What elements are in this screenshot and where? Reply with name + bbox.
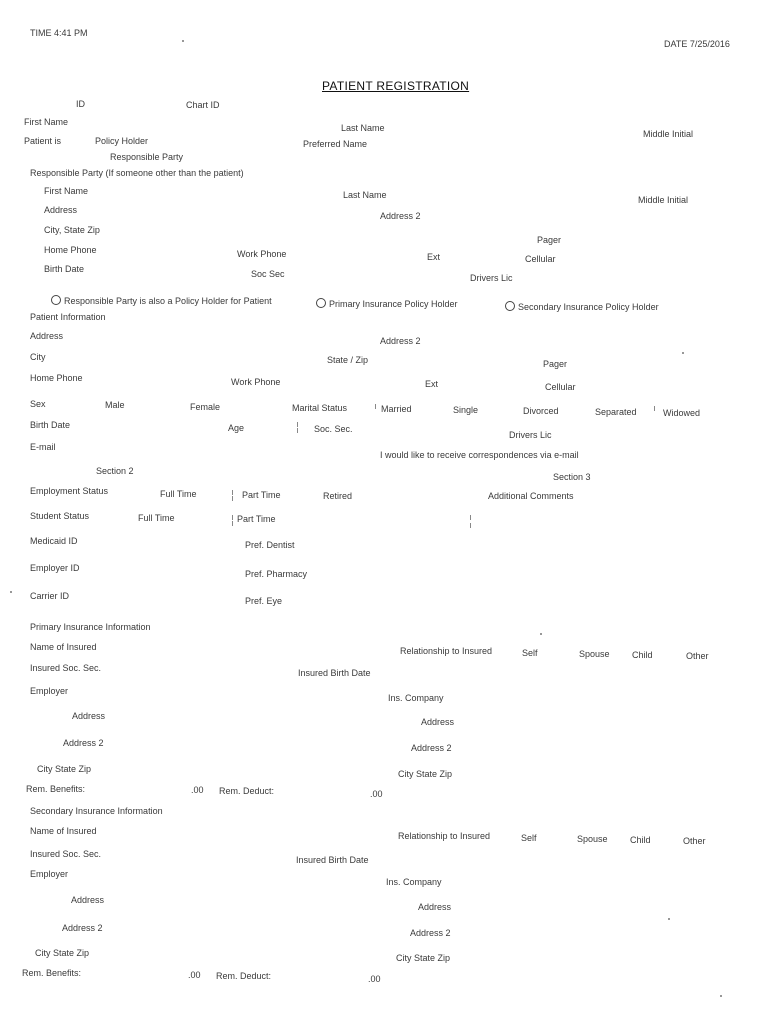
patient-address2-label: Address 2	[380, 336, 421, 346]
radio-icon	[316, 298, 326, 308]
employer-id-label: Employer ID	[30, 563, 80, 573]
checkbox-mark	[232, 521, 233, 526]
pref-pharmacy-label: Pref. Pharmacy	[245, 569, 308, 579]
primary-insured-dob-label: Insured Birth Date	[298, 668, 371, 678]
secondary-insured-ssn-label: Insured Soc. Sec.	[30, 849, 102, 859]
patient-drivers-lic-label: Drivers Lic	[509, 430, 552, 440]
page-title: PATIENT REGISTRATION	[322, 79, 470, 93]
id-label: ID	[76, 99, 85, 109]
resp-address2-label: Address 2	[380, 211, 421, 221]
last-name-label: Last Name	[341, 123, 385, 133]
primary-rem-benefits-value: .00	[191, 785, 204, 795]
secondary-insured-dob-label: Insured Birth Date	[296, 855, 369, 865]
patient-cellular-label: Cellular	[545, 382, 576, 392]
secondary-rem-benefits-value: .00	[188, 970, 201, 980]
primary-name-insured-label: Name of Insured	[30, 642, 97, 652]
patient-email-label: E-mail	[30, 442, 56, 452]
section-2-heading: Section 2	[96, 466, 134, 476]
marital-single-option[interactable]: Single	[453, 405, 479, 415]
secondary-ins-address-label: Address	[418, 902, 452, 912]
checkbox-mark	[470, 515, 471, 520]
primary-employer-address-label: Address	[72, 711, 106, 721]
primary-rel-spouse-option[interactable]: Spouse	[579, 649, 610, 659]
patient-pager-label: Pager	[543, 359, 568, 369]
secondary-name-insured-label: Name of Insured	[30, 826, 97, 836]
medicaid-id-label: Medicaid ID	[30, 536, 78, 546]
responsible-party-option: Responsible Party	[110, 152, 184, 162]
primary-insurance-heading: Primary Insurance Information	[30, 622, 151, 632]
sex-male-option[interactable]: Male	[105, 400, 125, 410]
marital-married-option[interactable]: Married	[381, 404, 412, 414]
email-preference-option[interactable]: I would like to receive correspondences via e-mail	[380, 450, 579, 460]
employment-full-time-option[interactable]: Full Time	[160, 489, 197, 499]
scan-speck	[668, 918, 670, 920]
secondary-employer-address2-label: Address 2	[62, 923, 103, 933]
primary-employer-address2-label: Address 2	[63, 738, 104, 748]
secondary-rem-deduct-label: Rem. Deduct:	[216, 971, 272, 981]
primary-rem-benefits-label: Rem. Benefits:	[26, 784, 86, 794]
resp-home-phone-label: Home Phone	[44, 245, 97, 255]
primary-ins-city-label: City State Zip	[398, 769, 453, 779]
secondary-rem-deduct-value: .00	[368, 974, 381, 984]
employment-retired-option[interactable]: Retired	[323, 491, 353, 501]
patient-work-phone-label: Work Phone	[231, 377, 281, 387]
middle-initial-label: Middle Initial	[643, 129, 694, 139]
scan-speck	[682, 352, 684, 354]
radio-icon	[51, 295, 61, 305]
checkbox-mark	[297, 422, 298, 427]
responsible-party-heading: Responsible Party (If someone other than the patient)	[30, 168, 244, 178]
primary-relationship-label: Relationship to Insured	[400, 646, 493, 656]
primary-rem-deduct-value: .00	[370, 789, 383, 799]
carrier-id-label: Carrier ID	[30, 591, 70, 601]
resp-pager-label: Pager	[537, 235, 562, 245]
primary-ins-address2-label: Address 2	[411, 743, 452, 753]
resp-middle-initial-label: Middle Initial	[638, 195, 689, 205]
patient-info-heading: Patient Information	[30, 312, 106, 322]
student-part-time-option[interactable]: Part Time	[237, 514, 276, 524]
section-3-heading: Section 3	[553, 472, 591, 482]
scan-speck	[10, 591, 12, 593]
radio-icon	[505, 301, 515, 311]
resp-birth-date-label: Birth Date	[44, 264, 85, 274]
primary-employer-label: Employer	[30, 686, 69, 696]
patient-sex-label: Sex	[30, 399, 46, 409]
secondary-employer-address-label: Address	[71, 895, 105, 905]
primary-insured-ssn-label: Insured Soc. Sec.	[30, 663, 102, 673]
primary-rel-other-option[interactable]: Other	[686, 651, 709, 661]
primary-rel-self-option[interactable]: Self	[522, 648, 538, 658]
date-label: DATE 7/25/2016	[664, 39, 730, 49]
secondary-ins-address2-label: Address 2	[410, 928, 451, 938]
primary-ins-address-label: Address	[421, 717, 455, 727]
checkbox-mark	[470, 523, 471, 528]
secondary-rel-child-option[interactable]: Child	[630, 835, 651, 845]
checkbox-mark	[232, 496, 233, 501]
patient-soc-sec-label: Soc. Sec.	[314, 424, 353, 434]
marital-status-label: Marital Status	[292, 403, 348, 413]
employment-status-label: Employment Status	[30, 486, 109, 496]
secondary-ins-city-label: City State Zip	[396, 953, 451, 963]
primary-ins-company-label: Ins. Company	[388, 693, 444, 703]
secondary-holder-option[interactable]: Secondary Insurance Policy Holder	[505, 301, 659, 312]
resp-work-phone-label: Work Phone	[237, 249, 287, 259]
marital-divorced-option[interactable]: Divorced	[523, 406, 559, 416]
time-label: TIME 4:41 PM	[30, 28, 88, 38]
resp-city-label: City, State Zip	[44, 225, 100, 235]
patient-address-label: Address	[30, 331, 64, 341]
resp-first-name-label: First Name	[44, 186, 89, 196]
checkbox-mark	[375, 404, 376, 409]
resp-ext-label: Ext	[427, 252, 441, 262]
patient-city-label: City	[30, 352, 46, 362]
secondary-rel-self-option[interactable]: Self	[521, 833, 537, 843]
secondary-ins-company-label: Ins. Company	[386, 877, 442, 887]
resp-drivers-lic-label: Drivers Lic	[470, 273, 513, 283]
sex-female-option[interactable]: Female	[190, 402, 221, 412]
patient-age-label: Age	[228, 423, 245, 433]
patient-ext-label: Ext	[425, 379, 439, 389]
scan-speck	[182, 40, 184, 42]
student-full-time-option[interactable]: Full Time	[138, 513, 175, 523]
primary-rel-child-option[interactable]: Child	[632, 650, 653, 660]
secondary-rel-spouse-option[interactable]: Spouse	[577, 834, 608, 844]
patient-is-label: Patient is	[24, 136, 62, 146]
checkbox-mark	[297, 428, 298, 433]
patient-state-zip-label: State / Zip	[327, 355, 369, 365]
marital-separated-option[interactable]: Separated	[595, 407, 637, 417]
student-status-label: Student Status	[30, 511, 90, 521]
checkbox-mark	[654, 406, 655, 411]
policy-holder-label: Policy Holder	[95, 136, 149, 146]
checkbox-mark	[232, 490, 233, 495]
checkbox-mark	[232, 515, 233, 520]
employment-part-time-option[interactable]: Part Time	[242, 490, 281, 500]
preferred-name-label: Preferred Name	[303, 139, 368, 149]
resp-soc-sec-label: Soc Sec	[251, 269, 285, 279]
patient-birth-date-label: Birth Date	[30, 420, 71, 430]
secondary-employer-city-label: City State Zip	[35, 948, 90, 958]
additional-comments-label: Additional Comments	[488, 491, 574, 501]
secondary-insurance-heading: Secondary Insurance Information	[30, 806, 163, 816]
primary-holder-option[interactable]: Primary Insurance Policy Holder	[316, 298, 458, 309]
scan-speck	[720, 995, 722, 997]
patient-home-phone-label: Home Phone	[30, 373, 83, 383]
scan-speck	[540, 633, 542, 635]
first-name-label: First Name	[24, 117, 69, 127]
chart-id-label: Chart ID	[186, 100, 220, 110]
secondary-relationship-label: Relationship to Insured	[398, 831, 491, 841]
marital-widowed-option[interactable]: Widowed	[663, 408, 701, 418]
primary-employer-city-label: City State Zip	[37, 764, 92, 774]
resp-address-label: Address	[44, 205, 78, 215]
secondary-employer-label: Employer	[30, 869, 69, 879]
pref-eye-label: Pref. Eye	[245, 596, 283, 606]
resp-last-name-label: Last Name	[343, 190, 387, 200]
secondary-rem-benefits-label: Rem. Benefits:	[22, 968, 82, 978]
primary-rem-deduct-label: Rem. Deduct:	[219, 786, 275, 796]
secondary-rel-other-option[interactable]: Other	[683, 836, 706, 846]
resp-also-holder-option[interactable]: Responsible Party is also a Policy Holder for Patient	[51, 295, 272, 306]
pref-dentist-label: Pref. Dentist	[245, 540, 295, 550]
resp-cellular-label: Cellular	[525, 254, 556, 264]
